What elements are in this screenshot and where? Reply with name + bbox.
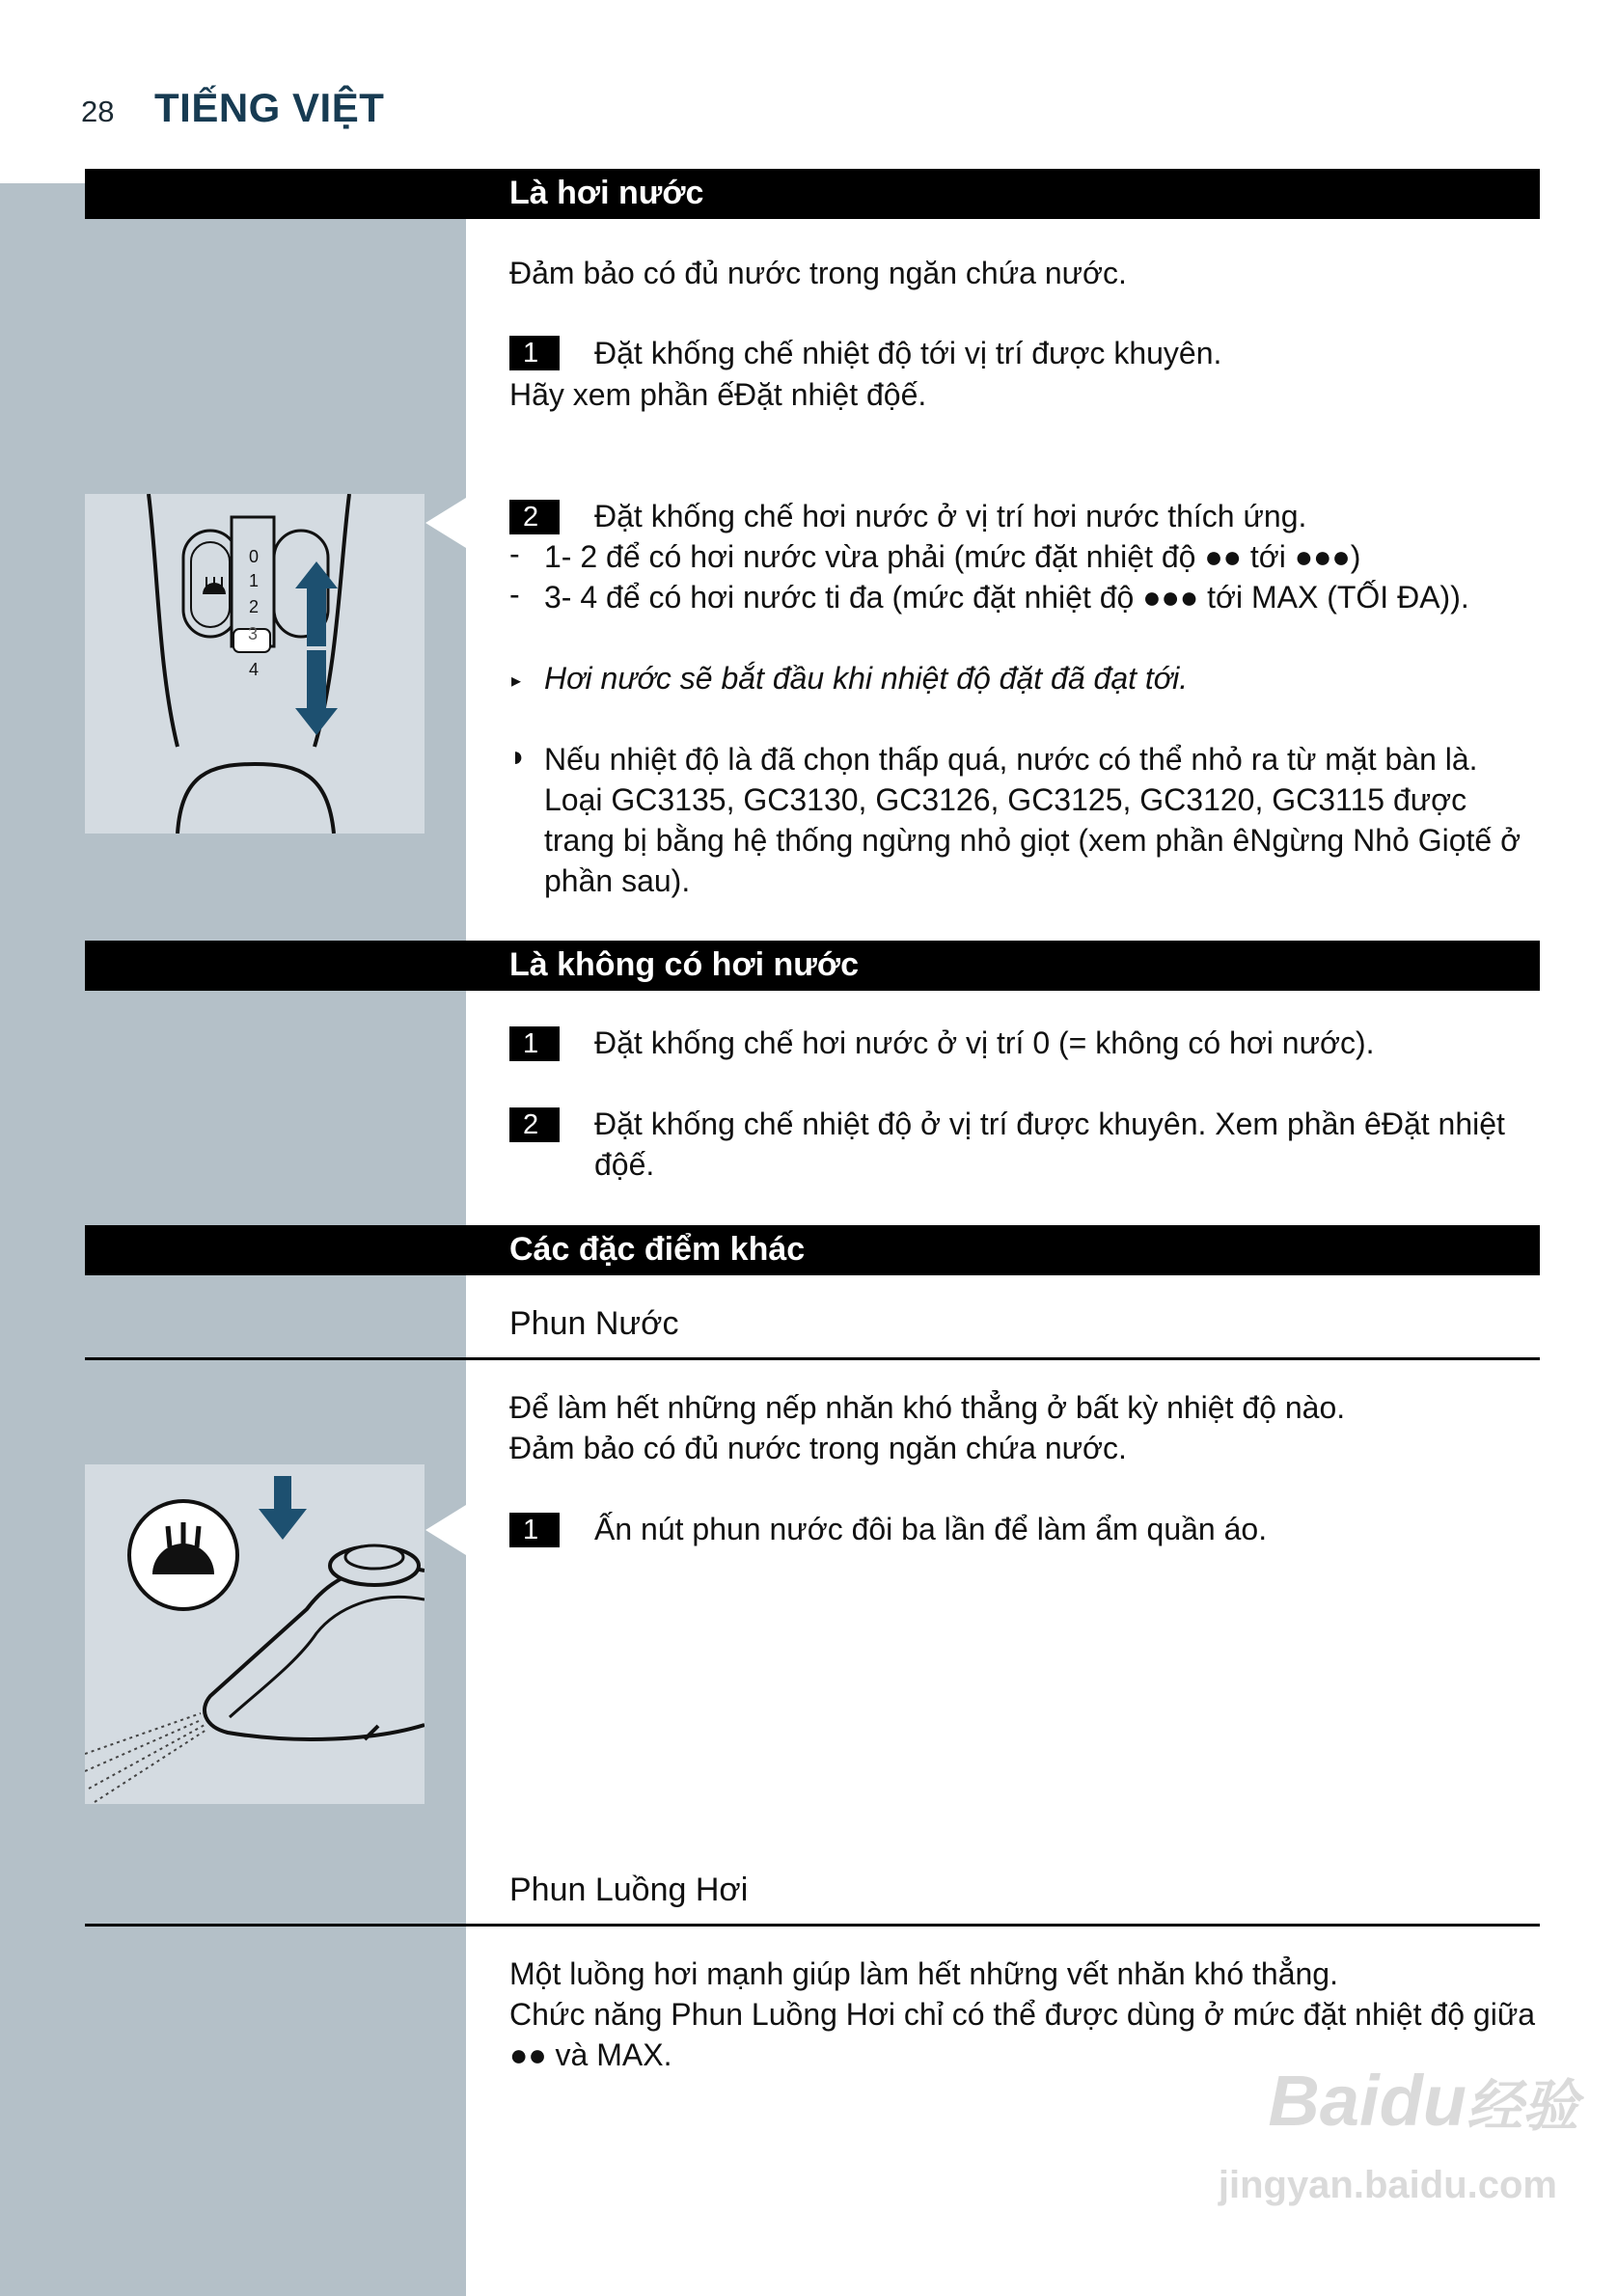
step-number: 1 <box>509 1513 560 1547</box>
subsection-rule <box>85 1357 1540 1360</box>
subsection-title-spray: Phun Nước <box>509 1305 679 1342</box>
section-title: Là hơi nước <box>509 175 704 211</box>
bullet-dash: - <box>509 577 520 612</box>
dial-label-0: 0 <box>249 547 260 566</box>
watermark-brand: Bai <box>1268 2061 1380 2141</box>
section-title: Là không có hơi nước <box>509 946 859 983</box>
step-number: 1 <box>509 336 560 370</box>
section-title: Các đặc điểm khác <box>509 1231 806 1268</box>
spray-illustration <box>85 1464 425 1804</box>
language-heading: TIẾNG VIỆT <box>154 85 385 130</box>
section-bar-dry-ironing <box>85 941 1540 991</box>
dial-label-1: 1 <box>249 571 260 590</box>
note-line: phần sau). <box>544 863 691 898</box>
shot-text: Một luồng hơi mạnh giúp làm hết những vết nhăn khó thẳng. <box>509 1956 1338 1991</box>
subsection-rule <box>85 1924 1540 1927</box>
note-line: trang bị bằng hệ thống ngừng nhỏ giọt (xem phần êNgừng Nhỏ Giọtế ở <box>544 823 1521 858</box>
watermark-logo <box>1268 2060 1578 2142</box>
step-text-continued: độế. <box>594 1147 655 1182</box>
step-text: Đặt khống chế nhiệt độ ở vị trí được khuyên. Xem phần êĐặt nhiệt <box>594 1107 1505 1141</box>
page-number: 28 <box>81 95 115 128</box>
steam-dial-illustration <box>85 494 425 834</box>
step-number: 2 <box>509 500 560 534</box>
step-text: Đặt khống chế hơi nước ở vị trí hơi nước thích ứng. <box>594 499 1307 533</box>
dial-label-4: 4 <box>249 660 260 679</box>
step-text: Đặt khống chế hơi nước ở vị trí 0 (= không có hơi nước). <box>594 1025 1375 1060</box>
step-text: Ấn nút phun nước đôi ba lần để làm ẩm quần áo. <box>594 1512 1268 1546</box>
result-triangle-icon: ▸ <box>511 670 522 692</box>
subsection-title-shot: Phun Luồng Hơi <box>509 1872 749 1908</box>
step-subtext: Hãy xem phần ếĐặt nhiệt độế. <box>509 377 927 412</box>
spray-text: Để làm hết những nếp nhăn khó thẳng ở bất kỳ nhiệt độ nào. <box>509 1390 1346 1425</box>
bullet-item: 1- 2 để có hơi nước vừa phải (mức đặt nhiệt độ ●● tới ●●●) <box>544 539 1361 574</box>
step-number: 2 <box>509 1107 560 1142</box>
step-number: 1 <box>509 1026 560 1061</box>
intro-text: Đảm bảo có đủ nước trong ngăn chứa nước. <box>509 256 1127 290</box>
callout-pointer <box>425 498 466 548</box>
note-line: Loại GC3135, GC3130, GC3126, GC3125, GC3120, GC3115 được <box>544 782 1467 817</box>
watermark-brand-paw: du <box>1379 2061 1466 2141</box>
section-bar-steam-ironing <box>85 169 1540 219</box>
shot-text: ●● và MAX. <box>509 2037 672 2072</box>
bullet-item: 3- 4 để có hơi nước ti đa (mức đặt nhiệt độ ●●● tới MAX (TỐI ĐA)). <box>544 580 1469 615</box>
bullet-dash: - <box>509 536 520 571</box>
section-bar-other-features <box>85 1225 1540 1275</box>
dial-label-3: 3 <box>248 624 259 643</box>
note-half-circle-icon: ◗ <box>509 741 528 773</box>
watermark-suffix: 经验 <box>1466 2075 1578 2138</box>
spray-drawing <box>85 1464 425 1804</box>
note-line: Nếu nhiệt độ là đã chọn thấp quá, nước có thể nhỏ ra từ mặt bàn là. <box>544 742 1478 777</box>
spray-text: Đảm bảo có đủ nước trong ngăn chứa nước. <box>509 1431 1127 1465</box>
step-text: Đặt khống chế nhiệt độ tới vị trí được khuyên. <box>594 336 1222 370</box>
dial-label-2: 2 <box>249 597 260 616</box>
watermark-url: jingyan.baidu.com <box>1218 2164 1557 2206</box>
callout-pointer <box>425 1505 466 1555</box>
result-text: Hơi nước sẽ bắt đầu khi nhiệt độ đặt đã đạt tới. <box>544 661 1189 696</box>
shot-text: Chức năng Phun Luồng Hơi chỉ có thể được dùng ở mức đặt nhiệt độ giữa <box>509 1997 1536 2032</box>
